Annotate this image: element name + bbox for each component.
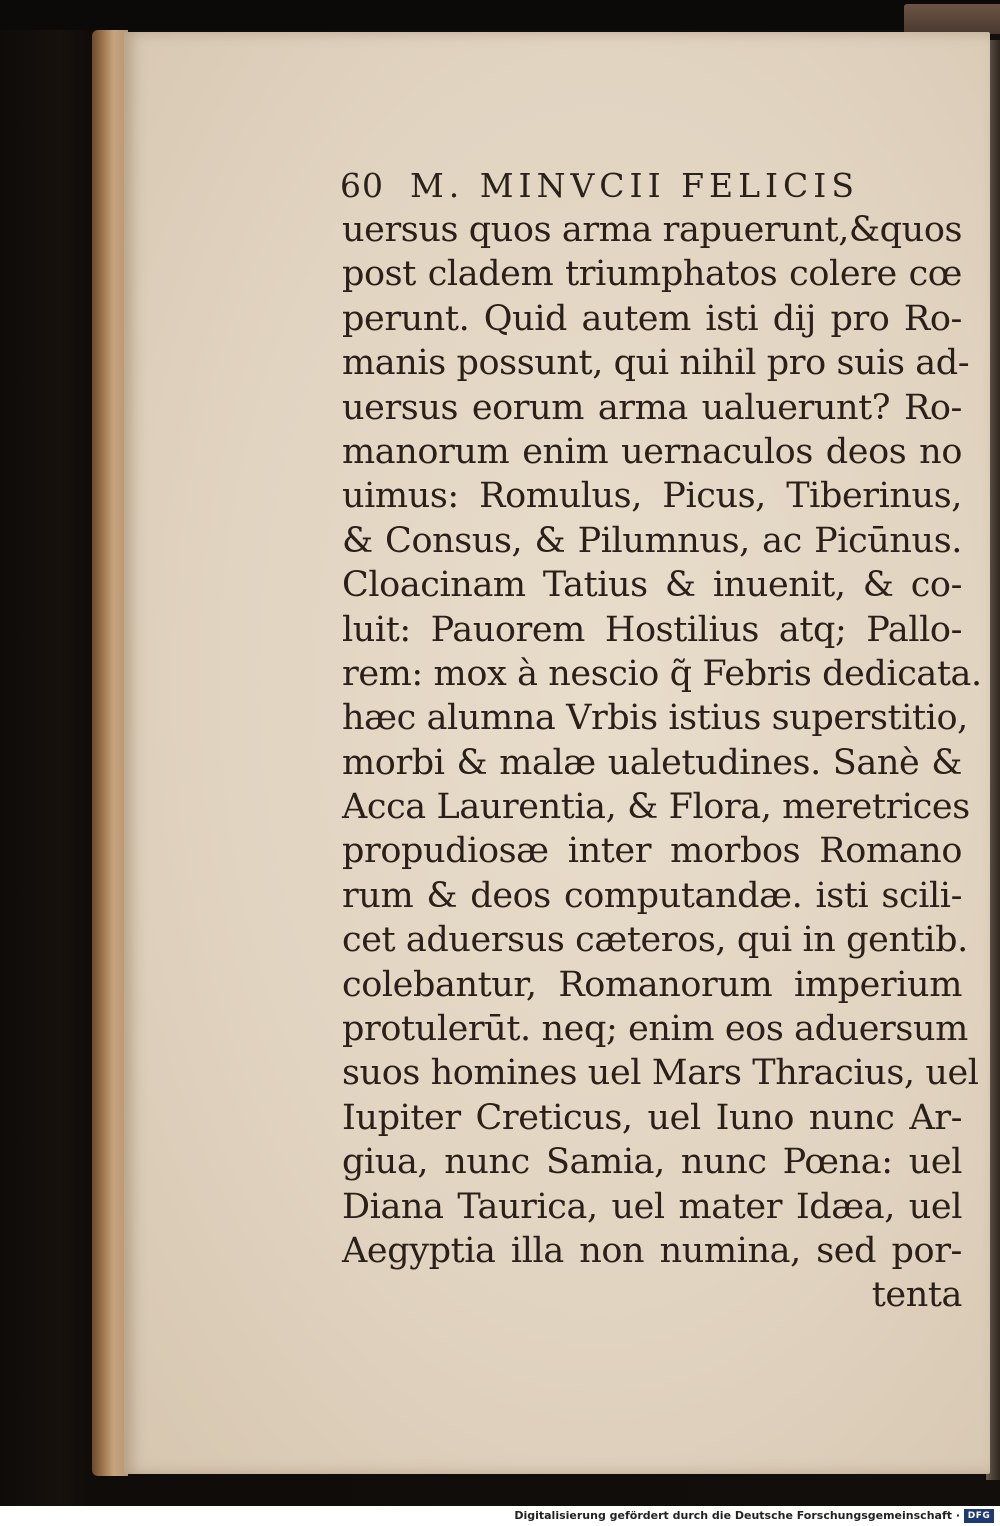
text-line: uersus eorum arma ualuerunt? Ro- <box>342 387 962 428</box>
text-line: hæc alumna Vrbis istius superstitio, <box>342 698 968 739</box>
book-cover-corner <box>904 4 1000 34</box>
text-line: Acca Laurentia, & Flora, meretrices <box>342 787 970 828</box>
text-line: uimus: Romulus, Picus, Tiberinus, <box>342 476 962 517</box>
text-line: & Consus, & Pilumnus, ac Picūnus. <box>342 520 962 561</box>
text-line: uersus quos arma rapuerunt,&quos <box>342 210 963 250</box>
text-line: cet aduersus cæteros, qui in gentib. <box>342 920 968 961</box>
text-line: rum & deos computandæ. isti scili- <box>342 875 962 916</box>
text-line: colebantur, Romanorum imperium <box>342 964 962 1005</box>
body-text <box>342 208 982 1318</box>
text-line: perunt. Quid autem isti dij pro Ro- <box>342 298 962 339</box>
text-line: propudiosæ inter morbos Romano <box>342 831 962 872</box>
text-line: Aegyptia illa non numina, sed por- <box>342 1230 962 1271</box>
digitization-credit: Digitalisierung gefördert durch die Deutsche Forschungsgemeinschaft · <box>514 1509 960 1522</box>
running-header <box>340 164 900 208</box>
text-line: suos homines uel Mars Thracius, uel <box>342 1053 979 1094</box>
scan-top-strip <box>0 0 1000 30</box>
text-line: giua, nunc Samia, nunc Pœna: uel <box>342 1142 962 1183</box>
text-line: morbi & malæ ualetudines. Sanè & <box>342 742 962 783</box>
text-line: post cladem triumphatos colere cœ <box>342 254 962 295</box>
text-line: Cloacinam Tatius & inuenit, & co- <box>342 565 962 606</box>
text-line: rem: mox à nescio q̃ Febris dedicata. <box>342 653 982 694</box>
text-line: manis possunt, qui nihil pro suis ad- <box>342 343 970 384</box>
text-line: luit: Pauorem Hostilius atq; Pallo- <box>342 609 962 650</box>
text-line: Diana Taurica, uel mater Idæa, uel <box>342 1186 962 1227</box>
page-number: 60 <box>340 166 384 205</box>
book-spine-edge <box>92 30 128 1476</box>
text-line: Iupiter Creticus, uel Iuno nunc Ar- <box>342 1097 962 1138</box>
running-title: M. MINVCII FELICIS <box>410 166 859 205</box>
text-line: manorum enim uernaculos deos no <box>342 431 962 472</box>
text-line: protulerūt. neq; enim eos aduersum <box>342 1009 968 1050</box>
dfg-logo-icon: DFG <box>964 1509 994 1523</box>
catchword: tenta <box>871 1275 962 1316</box>
